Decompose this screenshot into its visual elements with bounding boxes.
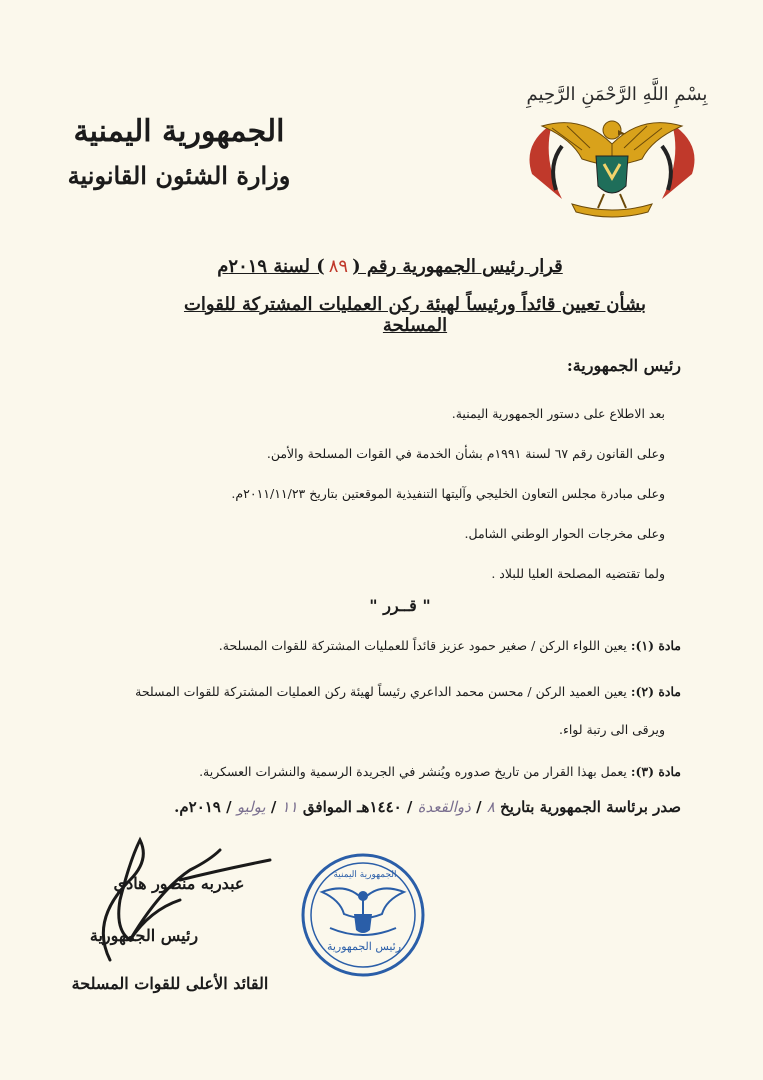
article-2-continuation: ويرقى الى رتبة لواء. <box>558 722 665 737</box>
preamble-line: وعلى مخرجات الحوار الوطني الشامل. <box>464 526 665 541</box>
title-suffix: ) لسنة ٢٠١٩م <box>217 256 325 277</box>
article-text: يعمل بهذا القرار من تاريخ صدوره ويُنشر في الجريدة الرسمية والنشرات العسكرية. <box>199 764 627 779</box>
decided-heading: " قــرر " <box>369 596 431 615</box>
signatory-title: رئيس الجمهورية <box>89 926 199 945</box>
decree-subject: بشأن تعيين قائداً ورئيساً لهيئة ركن العمليات المشتركة للقوات المسلحة <box>183 294 647 336</box>
issued-line: صدر برئاسة الجمهورية بتاريخ ٨ / ذوالقعدة / ١٤٤٠هـ الموافق ١١ / يوليو / ٢٠١٩م. <box>174 798 681 816</box>
signatory-name: عبدربه منصور هادي <box>113 874 245 893</box>
decree-title <box>200 256 580 277</box>
greg-month: يوليو <box>236 798 266 816</box>
stamp-bottom-text: رئيس الجمهورية <box>326 940 402 953</box>
preamble-line: ولما تقتضيه المصلحة العليا للبلاد . <box>491 566 665 581</box>
ministry-header <box>64 112 294 194</box>
greg-year: ٢٠١٩م. <box>174 798 221 816</box>
basmala: بِسْمِ اللَّهِ الرَّحْمَنِ الرَّحِيمِ <box>526 84 708 105</box>
preamble-line: وعلى مبادرة مجلس التعاون الخليجي وآليتها التنفيذية الموقعتين بتاريخ ٢٠١١/١١/٢٣م. <box>231 486 665 501</box>
handwritten-signature-icon <box>70 820 290 970</box>
addressee: رئيس الجمهورية: <box>566 356 681 375</box>
issued-middle: الموافق <box>302 798 352 816</box>
greg-day: ١١ <box>281 798 298 816</box>
preamble-line: وعلى القانون رقم ٦٧ لسنة ١٩٩١م بشأن الخدمة في القوات المسلحة والأمن. <box>266 446 665 461</box>
republic-name: الجمهورية اليمنية <box>73 114 285 149</box>
article-text: يعين اللواء الركن / صغير حمود عزيز قائداً للعمليات المشتركة للقوات المسلحة. <box>218 638 627 653</box>
article-label: مادة (١): <box>630 638 681 653</box>
article-text: يعين العميد الركن / محسن محمد الداعري رئيساً لهيئة ركن العمليات المشتركة للقوات المسلحة <box>135 684 627 699</box>
article-3 <box>199 764 681 779</box>
article-1 <box>219 638 681 653</box>
eagle-emblem-icon <box>512 104 712 224</box>
title-prefix: قرار رئيس الجمهورية رقم ( <box>352 256 563 277</box>
hijri-year: ١٤٤٠هـ <box>357 798 402 816</box>
decree-number: ٨٩ <box>328 256 349 277</box>
stamp-top-text: الجمهورية اليمنية <box>333 870 397 880</box>
signatory-title-2: القائد الأعلى للقوات المسلحة <box>71 974 269 993</box>
hijri-month: ذوالقعدة <box>417 798 471 816</box>
issued-prefix: صدر برئاسة الجمهورية بتاريخ <box>500 798 681 816</box>
article-label: مادة (٣): <box>630 764 681 779</box>
hijri-day: ٨ <box>486 798 495 816</box>
ministry-name: وزارة الشئون القانونية <box>67 161 291 190</box>
article-2 <box>135 684 681 699</box>
preamble-line: بعد الاطلاع على دستور الجمهورية اليمنية. <box>451 406 665 421</box>
article-label: مادة (٢): <box>630 684 681 699</box>
